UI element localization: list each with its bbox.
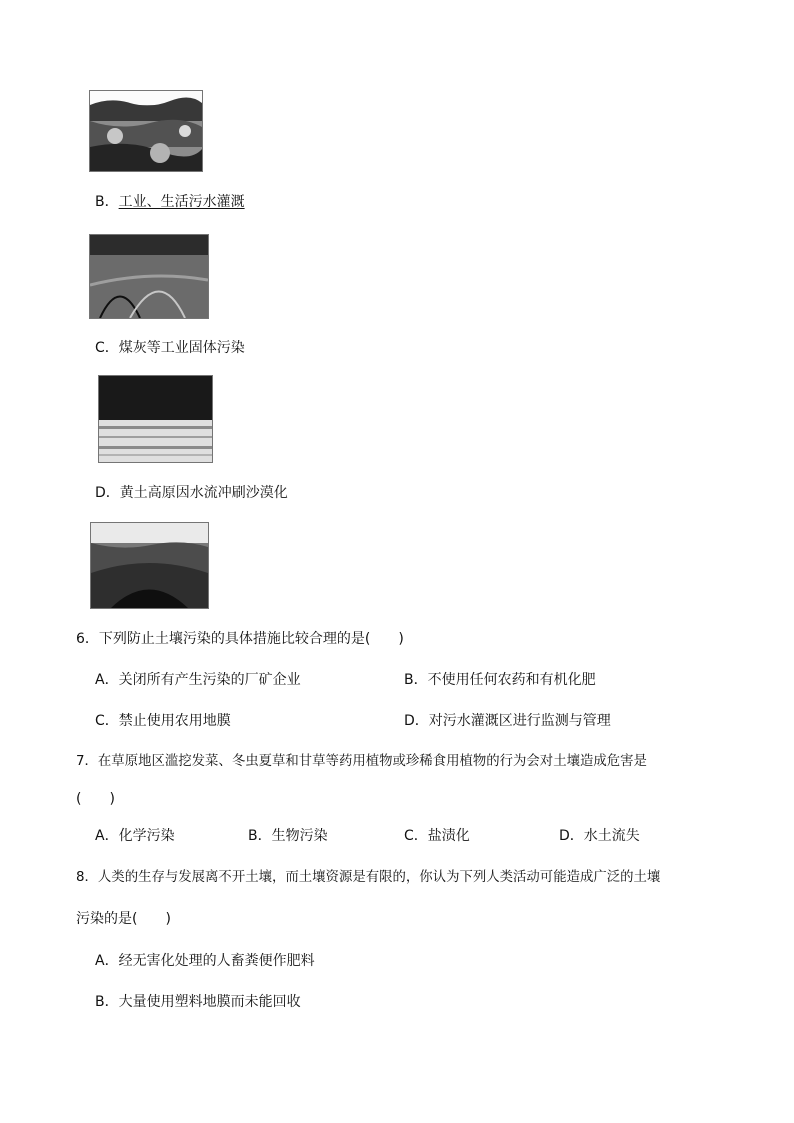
option-letter: D． (95, 485, 120, 501)
photo-option-d (90, 522, 209, 609)
q7-option-a: A．化学污染 (95, 828, 175, 844)
q7-option-d: D．水土流失 (559, 828, 640, 844)
q6-stem: 6．下列防止土壤污染的具体措施比较合理的是( ) (76, 631, 404, 647)
option-letter: C． (95, 340, 119, 356)
option-b (95, 192, 245, 212)
q6-option-d: D．对污水灌溉区进行监测与管理 (404, 713, 611, 729)
q8-option-b: B．大量使用塑料地膜而未能回收 (95, 994, 301, 1010)
option-d (95, 483, 288, 503)
q8-option-a: A．经无害化处理的人畜粪便作肥料 (95, 953, 315, 969)
option-text: 黄土高原因水流冲刷沙漠化 (119, 485, 288, 501)
option-c (95, 338, 245, 358)
photo-option-c (98, 375, 213, 463)
q7-stem-line1: 7．在草原地区滥挖发菜、冬虫夏草和甘草等药用植物或珍稀食用植物的行为会对土壤造成危害是 (76, 754, 647, 769)
q6-option-a: A．关闭所有产生污染的厂矿企业 (95, 672, 301, 688)
option-text: 煤灰等工业固体污染 (118, 340, 245, 356)
option-text: 工业、生活污水灌溉 (118, 194, 245, 210)
q6-option-b: B．不使用任何农药和有机化肥 (404, 672, 596, 688)
q7-stem-line2: ( ) (76, 791, 115, 807)
option-letter: B． (95, 194, 119, 210)
q7-option-c: C．盐渍化 (404, 828, 470, 844)
q6-option-c: C．禁止使用农用地膜 (95, 713, 231, 729)
q8-stem-line1: 8．人类的生存与发展离不开土壤，而土壤资源是有限的，你认为下列人类活动可能造成广泛的土壤 (76, 870, 661, 885)
photo-option-a (89, 90, 203, 172)
q8-stem-line2: 污染的是( ) (76, 911, 171, 927)
q7-option-b: B．生物污染 (248, 828, 328, 844)
photo-option-b (89, 234, 209, 319)
